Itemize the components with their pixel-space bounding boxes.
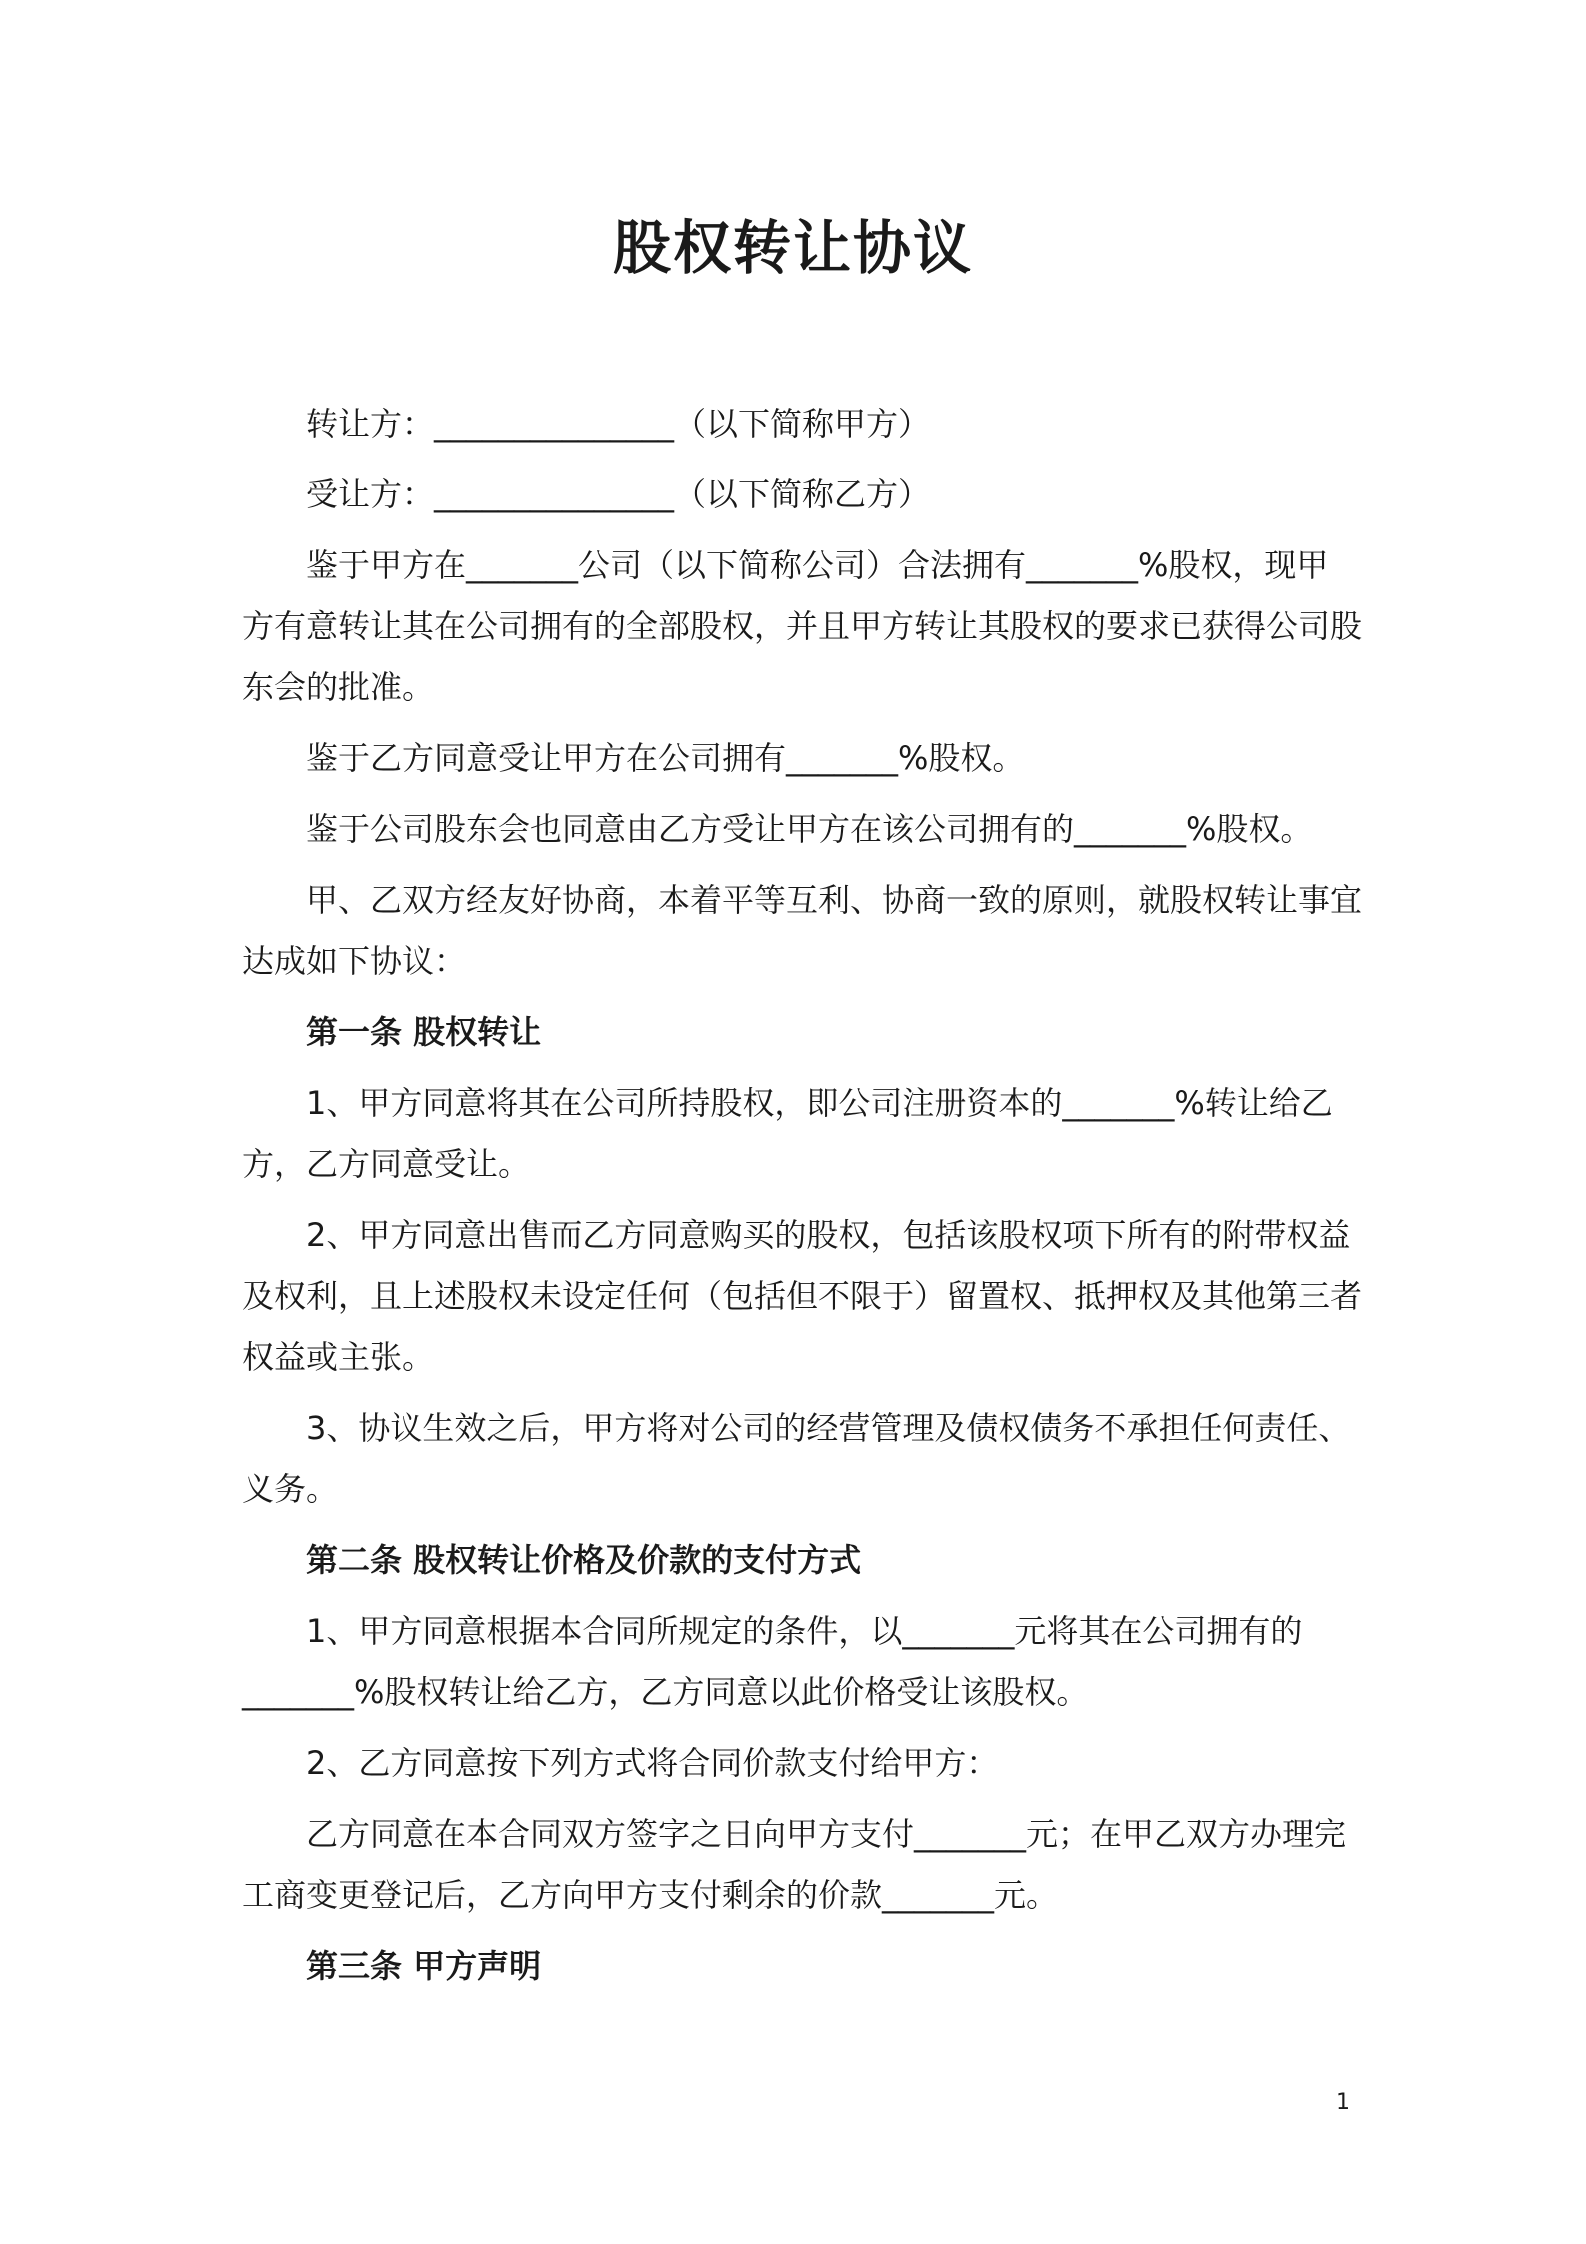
paragraph-line: 方有意转让其在公司拥有的全部股权，并且甲方转让其股权的要求已获得公司股 (242, 607, 1363, 645)
paragraph-line: 工商变更登记后，乙方向甲方支付剩余的价款_______元。 (242, 1876, 1059, 1914)
paragraph-line: _______%股权转让给乙方，乙方同意以此价格受让该股权。 (242, 1673, 1089, 1711)
paragraph-line: 乙方同意在本合同双方签字之日向甲方支付_______元；在甲乙双方办理完 (306, 1815, 1347, 1853)
paragraph-line: 方，乙方同意受让。 (242, 1145, 531, 1183)
paragraph-line: 2、甲方同意出售而乙方同意购买的股权，包括该股权项下所有的附带权益 (306, 1216, 1351, 1254)
paragraph-line: 鉴于甲方在_______公司（以下简称公司）合法拥有_______%股权，现甲 (306, 546, 1329, 584)
paragraph-line: 甲、乙双方经友好协商，本着平等互利、协商一致的原则，就股权转让事宜 (306, 881, 1363, 919)
paragraph-line: 鉴于公司股东会也同意由乙方受让甲方在该公司拥有的_______%股权。 (306, 810, 1313, 848)
page-number: 1 (1336, 2090, 1350, 2115)
paragraph-line: 义务。 (242, 1470, 339, 1508)
transferee-line: 受让方：_______________（以下简称乙方） (306, 475, 931, 513)
paragraph-line: 达成如下协议： (242, 942, 467, 980)
paragraph-line: 1、甲方同意根据本合同所规定的条件，以_______元将其在公司拥有的 (306, 1612, 1303, 1650)
paragraph-line: 3、协议生效之后，甲方将对公司的经营管理及债权债务不承担任何责任、 (306, 1409, 1351, 1447)
paragraph-line: 权益或主张。 (242, 1338, 435, 1376)
transferor-line: 转让方：_______________（以下简称甲方） (306, 405, 931, 443)
paragraph-line: 及权利，且上述股权未设定任何（包括但不限于）留置权、抵押权及其他第三者 (242, 1277, 1363, 1315)
paragraph-line: 2、乙方同意按下列方式将合同价款支付给甲方： (306, 1744, 999, 1782)
document-title: 股权转让协议 (612, 214, 973, 282)
article-heading: 第三条 甲方声明 (306, 1947, 542, 1985)
article-heading: 第一条 股权转让 (306, 1013, 542, 1051)
paragraph-line: 东会的批准。 (242, 668, 435, 706)
paragraph-line: 鉴于乙方同意受让甲方在公司拥有_______%股权。 (306, 739, 1025, 777)
article-heading: 第二条 股权转让价格及价款的支付方式 (306, 1541, 862, 1579)
paragraph-line: 1、甲方同意将其在公司所持股权，即公司注册资本的_______%转让给乙 (306, 1084, 1333, 1122)
